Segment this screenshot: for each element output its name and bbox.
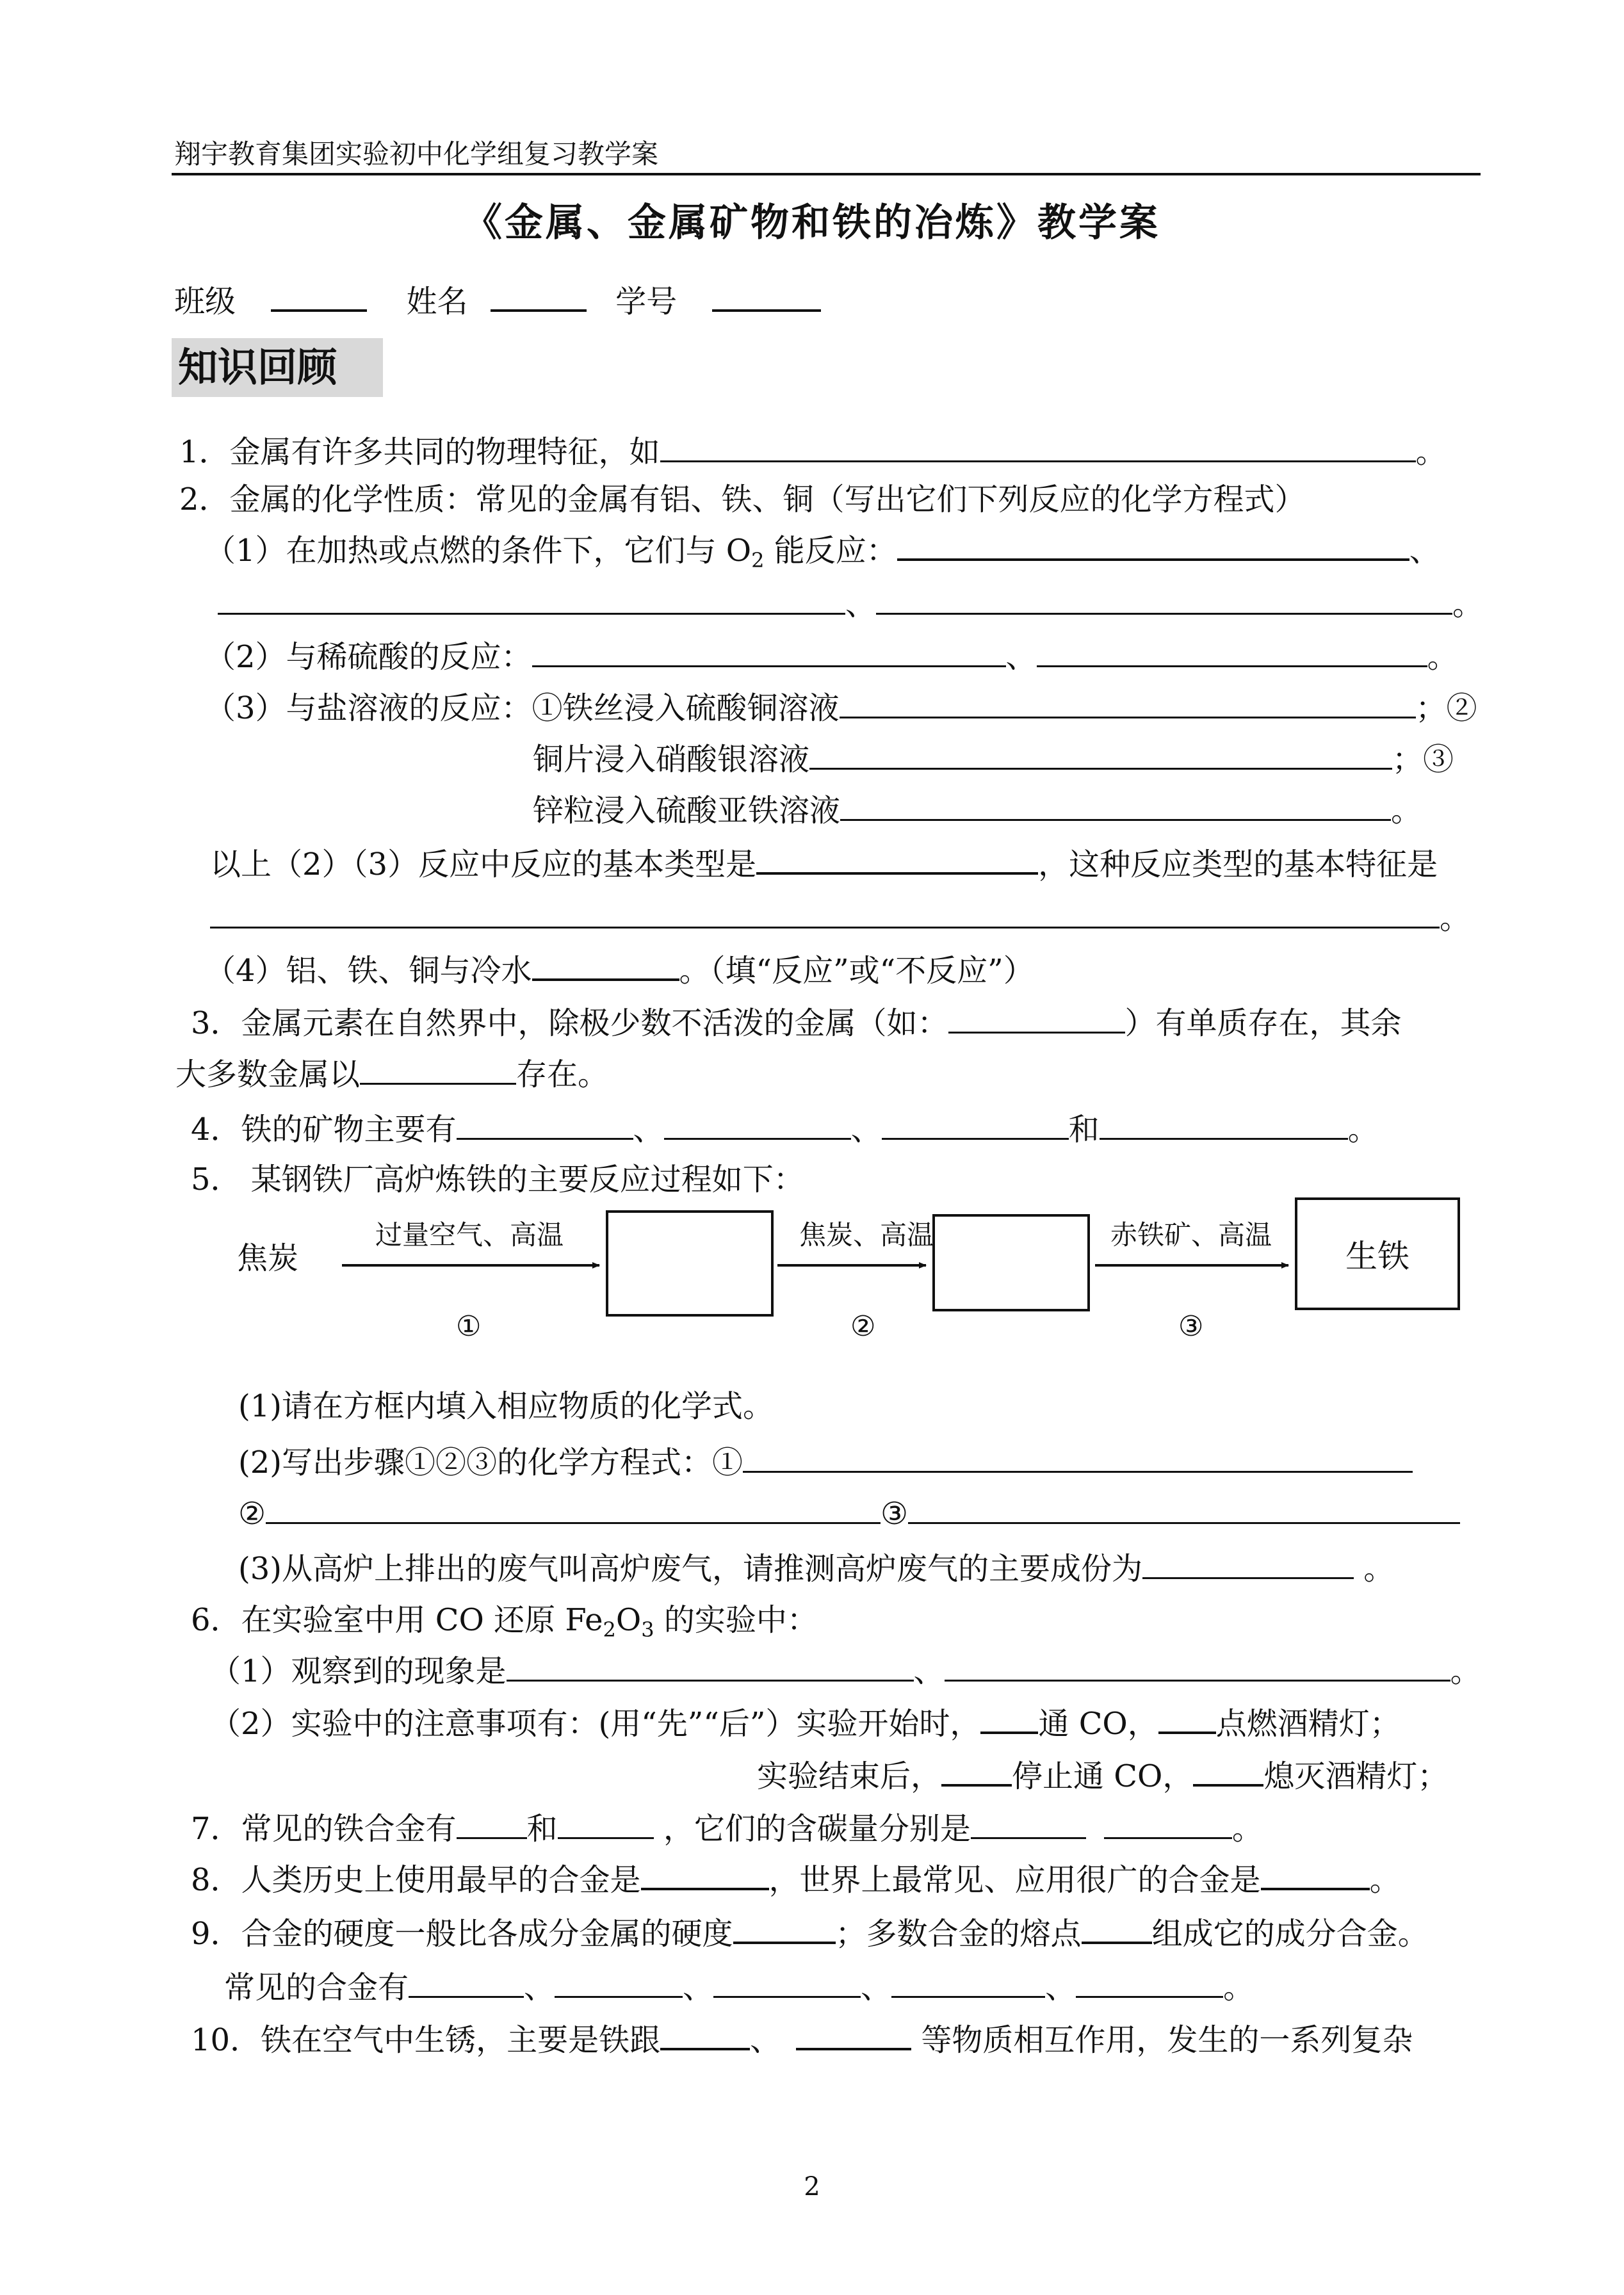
q4-and: 和 [1068, 1112, 1100, 1148]
q9-text-d: 常见的合金有 [224, 1970, 409, 2006]
q5-s2b-label: ② [238, 1496, 266, 1532]
q2-feature-end: 。 [1440, 900, 1471, 936]
q10-text-b: 等物质相互作用，发生的一系列复杂 [911, 2022, 1413, 2058]
q5-s1: (1)请在方框内填入相应物质的化学式。 [238, 1388, 774, 1424]
q9-sep-1: 、 [524, 1970, 555, 2006]
q5-s3-line [238, 1550, 1394, 1588]
q5-s2c-label: ③ [881, 1496, 909, 1532]
q2-p3-text: （3）与盐溶液的反应：①铁丝浸入硫酸铜溶液 [205, 690, 840, 726]
q7-text: 7．常见的铁合金有 [191, 1811, 457, 1847]
q8-blank-1[interactable] [641, 1862, 769, 1890]
q2-p1-sep: 、 [1409, 533, 1440, 569]
q9-blank-2[interactable] [1082, 1916, 1152, 1944]
step-3-marker: ③ [1178, 1310, 1204, 1343]
q5-eq-1-blank[interactable] [743, 1445, 1413, 1473]
q6-start-blank-2[interactable] [1158, 1706, 1216, 1734]
q1-text: 1．金属有许多共同的物理特征，如 [179, 434, 660, 470]
page-header: 翔宇教育集团实验初中化学组复习教学案 [174, 138, 659, 170]
q6-end-blank-1[interactable] [941, 1758, 1012, 1787]
section-heading: 知识回顾 [172, 338, 383, 397]
q5-s2-text: (2)写出步骤①②③的化学方程式：① [238, 1445, 743, 1480]
q2-p1-sep2: 、 [845, 587, 877, 622]
q3-text-c: 大多数金属以 [175, 1057, 361, 1092]
q9-alloy-blank-3[interactable] [713, 1970, 861, 1998]
name-label: 姓名 [406, 284, 468, 320]
page-number: 2 [804, 2172, 820, 2202]
q9-sep-3: 、 [861, 1970, 892, 2006]
q7-blank-2[interactable] [558, 1812, 654, 1839]
q2-p4-text: （4）铝、铁、铜与冷水 [205, 953, 532, 989]
q6-p3b: 停止通 CO， [1012, 1758, 1194, 1794]
q10-blank-2[interactable] [796, 2022, 911, 2050]
q5-gas-blank[interactable] [1142, 1552, 1354, 1579]
q9-text: 9．合金的硬度一般比各成分金属的硬度 [191, 1916, 733, 1952]
q6-p2c: 点燃酒精灯； [1215, 1706, 1401, 1742]
q6-phenomenon-blank-1[interactable] [507, 1654, 914, 1682]
q2-type-text: 以上（2）（3）反应中反应的基本类型是 [210, 847, 757, 882]
arrow-3-label: 赤铁矿、高温 [1110, 1219, 1272, 1251]
q9-sep-4: 、 [1045, 1970, 1076, 2006]
class-label: 班级 [174, 284, 236, 320]
q10-blank-1[interactable] [660, 2022, 750, 2050]
q2-p2-text: （2）与稀硫酸的反应： [205, 639, 532, 675]
q9-sep-2: 、 [683, 1970, 714, 2006]
q5-eq-3-blank[interactable] [908, 1496, 1460, 1524]
fe-subscript: 2 [603, 1618, 616, 1642]
q2-p1-text: （1）在加热或点燃的条件下，它们与 O [205, 533, 752, 569]
q5-eq-2-blank[interactable] [266, 1496, 881, 1524]
q6-p1-text: （1）观察到的现象是 [210, 1653, 507, 1689]
q7-carbon-blank-2[interactable] [1104, 1812, 1232, 1839]
q2-p2-sep: 、 [1005, 639, 1037, 675]
q8-line [191, 1861, 1401, 1899]
q1-end: 。 [1415, 434, 1447, 470]
q7-line [191, 1810, 1263, 1848]
number-label: 学号 [615, 284, 678, 320]
arrow-2-label: 焦炭、高温 [799, 1219, 934, 1251]
q6-text-b: 的实验中： [654, 1602, 818, 1638]
q6-text: 6．在实验室中用 CO 还原 Fe [191, 1602, 603, 1638]
q2-p1-end: 。 [1452, 587, 1484, 622]
q6-end-blank-2[interactable] [1193, 1758, 1263, 1787]
q5-s3-text: (3)从高炉上排出的废气叫高炉废气，请推测高炉废气的主要成份为 [238, 1551, 1142, 1587]
q7-end: 。 [1231, 1811, 1263, 1847]
q2-p3b-end: ；③ [1392, 742, 1454, 777]
flow-start-label: 焦炭 [237, 1240, 299, 1276]
page-title: 《金属、金属矿物和铁的冶炼》教学案 [464, 200, 1160, 245]
q6-start-blank-1[interactable] [980, 1706, 1038, 1734]
q2-p3c-text: 锌粒浸入硫酸亚铁溶液 [533, 793, 841, 829]
q6-p3-line [757, 1757, 1448, 1796]
arrow-1-label: 过量空气、高温 [375, 1219, 564, 1251]
q9-alloy-blank-1[interactable] [409, 1970, 524, 1998]
q8-text-b: ，世界上最常见、应用很广的合金是 [768, 1862, 1261, 1898]
q10-text: 10．铁在空气中生锈，主要是铁跟 [191, 2022, 661, 2058]
q10-sep: 、 [750, 2022, 781, 2058]
o-subscript: 3 [641, 1618, 654, 1642]
q5-s3-end: 。 [1354, 1551, 1395, 1587]
q9-end: 。 [1223, 1970, 1255, 2006]
q6-p3-text: 实验结束后， [757, 1758, 942, 1794]
o2-subscript: 2 [751, 548, 765, 572]
final-product-label: 生铁 [1345, 1238, 1409, 1275]
step-1-marker: ① [456, 1310, 482, 1343]
q2-p3-end: ；② [1415, 690, 1477, 726]
q9-alloy-blank-2[interactable] [555, 1970, 683, 1998]
q4-text: 4．铁的矿物主要有 [191, 1112, 457, 1148]
q9-line2 [224, 1968, 1254, 2007]
q9-blank-1[interactable] [733, 1916, 836, 1944]
q6-o: O [615, 1602, 642, 1638]
q9-alloy-blank-5[interactable] [1076, 1970, 1223, 1998]
q2-p1-tail: 能反应： [764, 533, 897, 569]
q7-carbon-blank-1[interactable] [971, 1812, 1086, 1839]
q8-end: 。 [1369, 1862, 1401, 1898]
q7-blank-1[interactable] [457, 1812, 527, 1839]
q6-p2-line [210, 1705, 1401, 1743]
q6-phenomenon-blank-2[interactable] [945, 1654, 1450, 1682]
q6-p1-line [210, 1652, 1481, 1691]
q9-alloy-blank-4[interactable] [891, 1970, 1045, 1998]
q3-text: 3．金属元素在自然界中，除极少数不活泼的金属（如： [191, 1005, 948, 1041]
product-box-2[interactable] [932, 1214, 1090, 1311]
q7-and: 和 [526, 1811, 558, 1847]
q7-text-b: ，它们的含碳量分别是 [653, 1811, 971, 1847]
q6-p1-end: 。 [1450, 1653, 1481, 1689]
q8-blank-2[interactable] [1261, 1862, 1370, 1890]
q5-s2-line [238, 1443, 1413, 1482]
q3-text-d: 存在。 [516, 1057, 609, 1092]
q3-text-b: ）有单质存在，其余 [1125, 1005, 1402, 1041]
q5-intro: 5． 某钢铁厂高炉炼铁的主要反应过程如下： [191, 1162, 804, 1197]
q9-text-c: 组成它的成分合金。 [1151, 1916, 1429, 1952]
q6-p1-sep: 、 [913, 1653, 945, 1689]
q2-p2-end: 。 [1427, 639, 1458, 675]
q5-s2b-line [238, 1495, 1460, 1533]
q2-feature-text: ，这种反应类型的基本特征是 [1038, 847, 1438, 882]
q9-line [191, 1915, 1429, 1953]
q10-line [191, 2021, 1413, 2059]
q4-sep-1: 、 [633, 1112, 664, 1148]
q6-p2-text: （2）实验中的注意事项有：(用“先”“后”）实验开始时， [210, 1706, 981, 1742]
q2-intro: 2．金属的化学性质：常见的金属有铝、铁、铜（写出它们下列反应的化学方程式） [179, 482, 1306, 517]
product-box-1[interactable] [606, 1210, 774, 1317]
q6-p2b: 通 CO， [1038, 1706, 1158, 1742]
q6-line [191, 1601, 818, 1642]
q4-sep-2: 、 [850, 1112, 882, 1148]
q4-end: 。 [1347, 1112, 1379, 1148]
q9-text-b: ；多数合金的熔点 [835, 1916, 1082, 1952]
q2-p3c-end: 。 [1391, 793, 1422, 829]
q2-p3b-text: 铜片浸入硝酸银溶液 [533, 742, 810, 777]
step-2-marker: ② [850, 1310, 876, 1343]
final-product-box [1295, 1197, 1460, 1310]
q8-text: 8．人类历史上使用最早的合金是 [191, 1862, 641, 1898]
q2-p4-end: 。（填“反应”或“不反应”） [679, 953, 1034, 989]
q6-p3c: 熄灭酒精灯； [1263, 1758, 1449, 1794]
